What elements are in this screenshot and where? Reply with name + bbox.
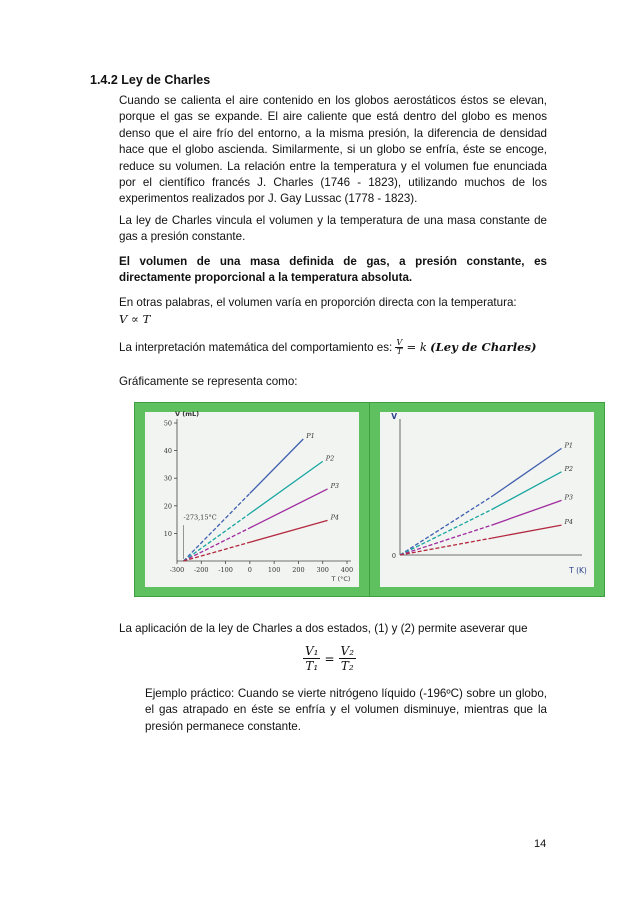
- series-label-P1: P1: [564, 441, 574, 450]
- x-tick-label: 100: [267, 566, 281, 574]
- x-tick-label: -300: [169, 566, 185, 574]
- x-axis-label: T (°C): [331, 575, 351, 583]
- right-numerator: V₂: [340, 644, 355, 658]
- x-tick-label: 0: [247, 566, 252, 574]
- series-line-P4: [492, 525, 562, 538]
- right-fraction: [339, 644, 356, 673]
- series-label-P2: P2: [325, 454, 335, 463]
- x-tick-label: 300: [316, 566, 329, 574]
- left-fraction: [303, 644, 320, 673]
- formula-name: (Ley de Charles): [430, 340, 537, 354]
- section-heading: 1.4.2 Ley de Charles: [90, 73, 211, 87]
- proportionality-paragraph: [119, 295, 547, 329]
- interpretation-text: La interpretación matemática del comportamiento es:: [119, 341, 393, 354]
- series-line-P1: [492, 448, 562, 496]
- fraction-numerator: V: [396, 338, 403, 348]
- x-tick-label: 400: [340, 566, 354, 574]
- left-numerator: V₁: [305, 644, 319, 658]
- example-paragraph: Ejemplo práctico: Cuando se vierte nitrógeno líquido (-196ºC) sobre un globo, el gas atrapado en éste se enfría y el volumen disminuye, mientras que la presión permanece constante.: [145, 687, 547, 733]
- y-axis-label: V (mL): [175, 410, 200, 418]
- law-statement: El volumen de una masa definida de gas, a presión constante, es directamente proporcional a la temperatura absoluta.: [119, 255, 547, 285]
- fraction-denominator: T: [396, 347, 403, 357]
- two-states-formula: [303, 644, 356, 673]
- kelvin-volume-chart: [370, 403, 604, 596]
- series-label-P3: P3: [330, 481, 340, 490]
- y-tick-label: 50: [163, 419, 172, 428]
- series-label-P2: P2: [564, 464, 574, 473]
- series-label-P4: P4: [564, 518, 574, 527]
- relation-paragraph: La ley de Charles vincula el volumen y la temperatura de una masa constante de gas a presión constante.: [119, 214, 547, 244]
- graph-intro: Gráficamente se representa como:: [119, 375, 298, 388]
- celsius-volume-chart: [135, 403, 369, 596]
- series-label-P3: P3: [564, 493, 574, 502]
- y-tick-label: 40: [163, 447, 172, 456]
- interpretation-paragraph: [119, 339, 547, 356]
- series-line-P4: [250, 520, 328, 542]
- series-extrapolation-P1: [184, 493, 250, 561]
- application-paragraph: La aplicación de la ley de Charles a dos estados, (1) y (2) permite aseverar que: [119, 622, 528, 635]
- page-number: 14: [534, 838, 547, 850]
- v-over-t-fraction: [395, 339, 403, 356]
- series-extrapolation-P2: [400, 510, 492, 556]
- left-denominator: T₁: [305, 659, 319, 673]
- x-tick-label: -100: [218, 566, 233, 574]
- kelvin-graph-frame: [370, 403, 604, 596]
- series-line-P3: [250, 489, 328, 528]
- x-axis-label: T (K): [569, 566, 587, 575]
- equals-sign: =: [324, 651, 335, 666]
- y-tick-label: 30: [163, 474, 172, 483]
- formula-constant: = k: [406, 340, 427, 354]
- x-tick-label: 200: [292, 566, 305, 574]
- series-label-P4: P4: [330, 513, 340, 522]
- intro-paragraph: Cuando se calienta el aire contenido en los globos aerostáticos éstos se elevan, porque el gas se expande. El aire caliente que está dentro del globo es menos denso que el aire frío del entorno, a la misma presión, la diferencia de densidad hace que el globo ascienda. Similarmente, si un globo se enfría, éste se encoge, reduce su volumen. La relación entre la temperatura y el volumen fue enunciada por el científico francés J. Charles (1746 - 1823), utilizando muchos de los experimentos realizados por J. Gay Lussac (1778 - 1823).: [119, 94, 547, 206]
- series-extrapolation-P1: [400, 497, 492, 556]
- y-tick-label: 20: [163, 502, 172, 511]
- series-label-P1: P1: [306, 432, 315, 441]
- series-line-P1: [250, 439, 303, 493]
- x-tick-label: -200: [193, 566, 209, 574]
- otherwords-text: En otras palabras, el volumen varía en proporción directa con la temperatura:: [119, 296, 517, 309]
- x-tick-label: 0: [391, 552, 396, 560]
- proportionality-formula: V ∝ T: [119, 312, 151, 327]
- y-axis-label: V: [391, 412, 397, 421]
- annotation-label: -273,15°C: [183, 513, 217, 522]
- series-line-P2: [250, 461, 323, 513]
- right-denominator: T₂: [340, 659, 354, 673]
- celsius-graph-frame: [135, 403, 369, 596]
- y-tick-label: 10: [163, 529, 172, 538]
- series-extrapolation-P3: [184, 528, 250, 561]
